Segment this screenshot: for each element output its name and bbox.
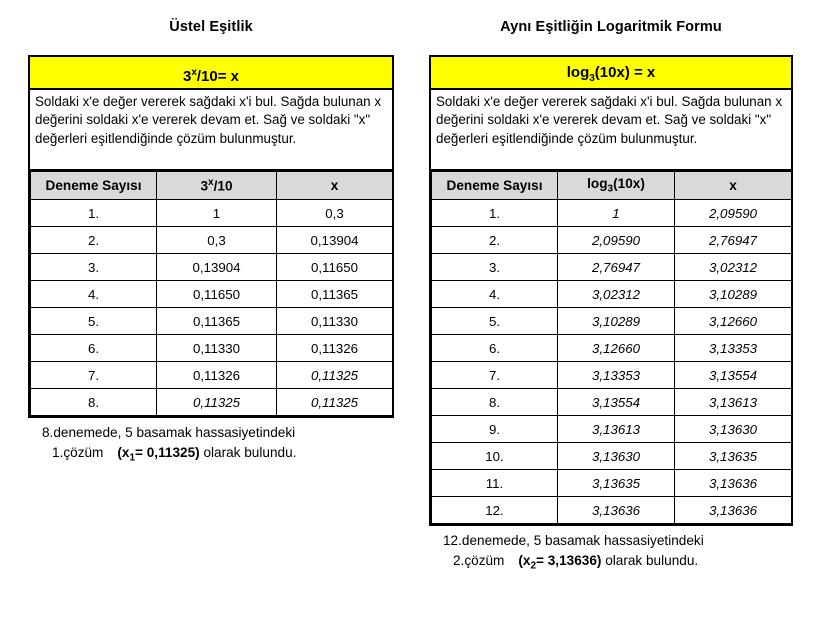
expression-value-cell: 3,02312: [558, 281, 675, 308]
logarithmic-equation-bar: [431, 57, 791, 90]
row-index-cell: 6.: [31, 335, 157, 362]
caption-solution-suffix: olarak bulundu.: [199, 444, 297, 460]
x-value-cell: 0,13904: [277, 227, 393, 254]
caption-solution-value: $(x_2= 3,13636)$: [518, 552, 602, 572]
x-value-cell: 2,76947: [675, 227, 792, 254]
equation-log-base: 3: [589, 73, 595, 84]
logarithmic-box: [429, 55, 793, 526]
logarithmic-table: [431, 171, 792, 524]
table-row: [31, 362, 393, 389]
row-index-cell: 2.: [31, 227, 157, 254]
table-row: [432, 254, 792, 281]
table-row: [432, 416, 792, 443]
expression-value-cell: 0,11325: [157, 389, 277, 416]
table-row: [432, 200, 792, 227]
expression-value-cell: 2,76947: [558, 254, 675, 281]
x-value-cell: 0,11650: [277, 254, 393, 281]
caption-solution-label: 2.çözüm: [453, 552, 505, 568]
expression-value-cell: 3,13630: [558, 443, 675, 470]
x-value-cell: 3,13636: [675, 497, 792, 524]
expression-value-cell: 1: [157, 200, 277, 227]
caption-line-2: [443, 551, 793, 574]
column-header-x: x: [675, 172, 792, 200]
expression-value-cell: 1: [558, 200, 675, 227]
exponential-panel: [28, 0, 394, 466]
row-index-cell: 7.: [432, 362, 558, 389]
x-value-cell: 3,13630: [675, 416, 792, 443]
equation-log-name: log: [566, 64, 590, 81]
row-index-cell: 8.: [432, 389, 558, 416]
table-row: [31, 254, 393, 281]
x-value-cell: 3,13636: [675, 470, 792, 497]
row-index-cell: 11.: [432, 470, 558, 497]
caption-solution-label: 1.çözüm: [52, 444, 104, 460]
column-header-x: x: [277, 172, 393, 200]
row-index-cell: 5.: [432, 308, 558, 335]
table-header-row: [432, 172, 792, 200]
x-value-cell: 3,12660: [675, 308, 792, 335]
table-row: [31, 335, 393, 362]
expression-value-cell: 0,11330: [157, 335, 277, 362]
expression-value-cell: 0,13904: [157, 254, 277, 281]
exponential-table: [30, 171, 393, 416]
x-value-cell: 3,13554: [675, 362, 792, 389]
column-header-trial-count: Deneme Sayısı: [31, 172, 157, 200]
expression-value-cell: 3,13613: [558, 416, 675, 443]
expression-value-cell: 3,13554: [558, 389, 675, 416]
exponential-box: [28, 55, 394, 418]
expression-value-cell: 0,3: [157, 227, 277, 254]
row-index-cell: 4.: [432, 281, 558, 308]
expression-value-cell: 3,13353: [558, 362, 675, 389]
expression-value-cell: 0,11650: [157, 281, 277, 308]
caption-line-2: [42, 443, 394, 466]
row-index-cell: 12.: [432, 497, 558, 524]
x-value-cell: 0,11325: [277, 389, 393, 416]
row-index-cell: 8.: [31, 389, 157, 416]
caption-line-1: 12.denemede, 5 basamak hassasiyetindeki: [443, 533, 704, 548]
caption-solution-suffix: olarak bulundu.: [601, 552, 699, 568]
row-index-cell: 2.: [432, 227, 558, 254]
table-row: [31, 227, 393, 254]
logarithmic-table-body: [432, 200, 792, 524]
table-row: [31, 281, 393, 308]
column-header-expression: $\log_3(10x)$: [558, 172, 675, 200]
table-header-row: [31, 172, 393, 200]
exponential-table-body: [31, 200, 393, 416]
table-row: [31, 308, 393, 335]
column-header-trial-count: Deneme Sayısı: [432, 172, 558, 200]
table-row: [432, 470, 792, 497]
equation-base: 3: [182, 68, 192, 85]
x-value-cell: 0,11330: [277, 308, 393, 335]
exponential-caption: [28, 418, 394, 466]
x-value-cell: 2,09590: [675, 200, 792, 227]
row-index-cell: 3.: [432, 254, 558, 281]
expression-value-cell: 3,13636: [558, 497, 675, 524]
table-row: [31, 200, 393, 227]
row-index-cell: 3.: [31, 254, 157, 281]
table-row: [432, 443, 792, 470]
x-value-cell: 3,10289: [675, 281, 792, 308]
row-index-cell: 7.: [31, 362, 157, 389]
x-value-cell: 3,13353: [675, 335, 792, 362]
exponential-equation-bar: [30, 57, 392, 90]
logarithmic-caption: [429, 526, 793, 574]
x-value-cell: 0,11365: [277, 281, 393, 308]
x-value-cell: 3,13635: [675, 443, 792, 470]
equation-rest: /10= x: [196, 68, 240, 85]
table-row: [432, 497, 792, 524]
table-row: [432, 281, 792, 308]
table-row: [432, 389, 792, 416]
table-row: [432, 362, 792, 389]
page-title-logarithmic: Aynı Eşitliğin Logaritmik Formu: [500, 19, 722, 35]
x-value-cell: 0,11325: [277, 362, 393, 389]
column-header-expression: 3$^x$/10: [157, 172, 277, 200]
caption-solution-value: $(x_1= 0,11325)$: [117, 444, 200, 464]
expression-value-cell: 3,12660: [558, 335, 675, 362]
row-index-cell: 6.: [432, 335, 558, 362]
row-index-cell: 4.: [31, 281, 157, 308]
page-title-exponential: Üstel Eşitlik: [169, 19, 253, 35]
logarithmic-description: Soldaki x'e değer vererek sağdaki x'i bul. Sağda bulunan x değerini soldaki x'e vererek devam et. Sağ ve soldaki "x" değerleri eşitlendiğinde çözüm bulunmuştur.: [431, 90, 791, 171]
row-index-cell: 10.: [432, 443, 558, 470]
expression-value-cell: 0,11326: [157, 362, 277, 389]
x-value-cell: 0,11326: [277, 335, 393, 362]
table-row: [432, 308, 792, 335]
expression-value-cell: 2,09590: [558, 227, 675, 254]
exponential-description: Soldaki x'e değer vererek sağdaki x'i bul. Sağda bulunan x değerini soldaki x'e vererek devam et. Sağ ve soldaki "x" değerleri eşitlendiğinde çözüm bulunmuştur.: [30, 90, 392, 171]
x-value-cell: 3,13613: [675, 389, 792, 416]
caption-line-1: 8.denemede, 5 basamak hassasiyetindeki: [42, 425, 296, 440]
x-value-cell: 3,02312: [675, 254, 792, 281]
table-row: [432, 227, 792, 254]
table-row: [432, 335, 792, 362]
row-index-cell: 5.: [31, 308, 157, 335]
expression-value-cell: 0,11365: [157, 308, 277, 335]
expression-value-cell: 3,10289: [558, 308, 675, 335]
equation-exponent: x: [191, 67, 197, 78]
table-row: [31, 389, 393, 416]
row-index-cell: 1.: [432, 200, 558, 227]
x-value-cell: 0,3: [277, 200, 393, 227]
row-index-cell: 1.: [31, 200, 157, 227]
row-index-cell: 9.: [432, 416, 558, 443]
logarithmic-panel: [429, 0, 793, 574]
equation-rest: (10x) = x: [594, 64, 656, 81]
expression-value-cell: 3,13635: [558, 470, 675, 497]
